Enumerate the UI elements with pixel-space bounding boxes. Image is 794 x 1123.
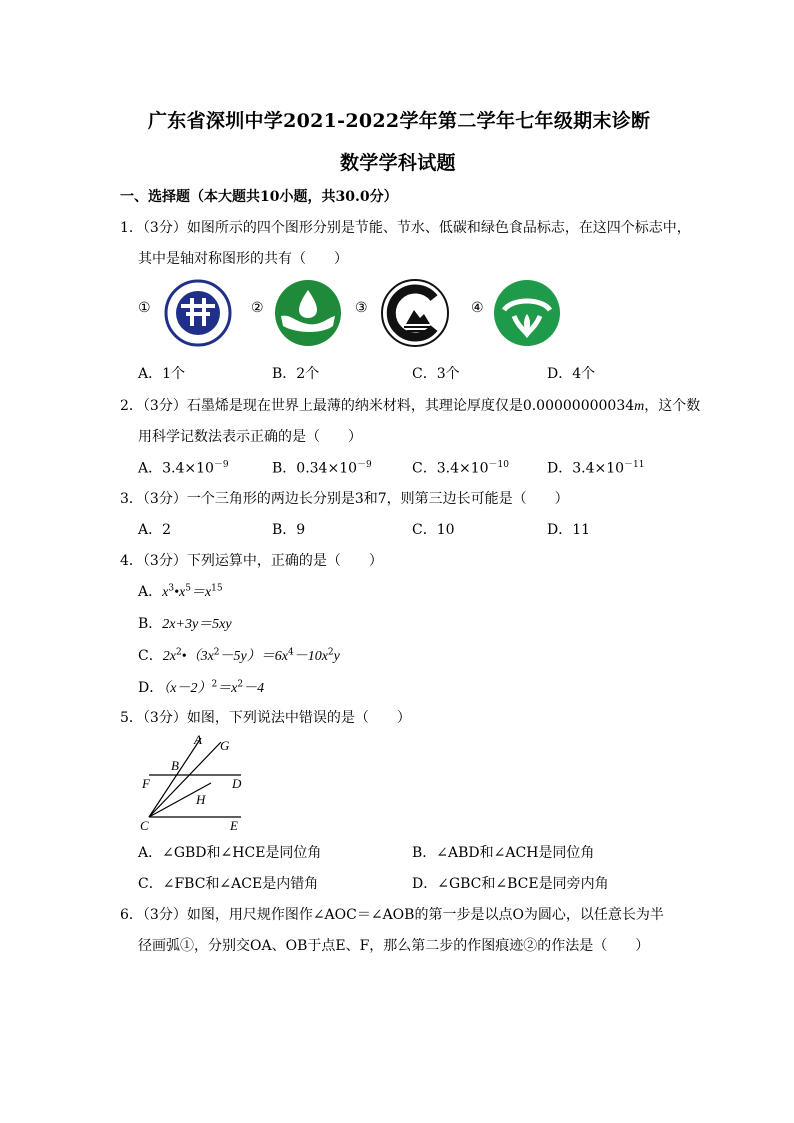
q5-option-c[interactable]: C．∠FBC和∠ACE是内错角 — [138, 876, 319, 892]
label-h: H — [196, 792, 206, 807]
label-b: B — [171, 758, 179, 773]
angle-figure — [136, 730, 256, 840]
label-c: C — [140, 818, 149, 833]
q2-option-c[interactable]: C．$3.4\times 10^{-10}$ — [412, 460, 509, 477]
logo-label-3: ③ — [355, 300, 368, 316]
line-ca — [149, 738, 201, 817]
label-g: G — [220, 738, 230, 753]
q5-option-d[interactable]: D．∠GBC和∠BCE是同旁内角 — [412, 876, 609, 892]
question-1-text: 1．（3分）如图所示的四个图形分别是节能、节水、低碳和绿色食品标志，在这四个标志中， — [120, 220, 691, 236]
label-d: D — [232, 776, 242, 791]
question-6-text-2: 径画弧①，分别交OA、OB于点E、F，那么第二步的作图痕迹②的作法是（ ） — [138, 938, 650, 954]
q1-option-b[interactable]: B．2个 — [272, 366, 320, 382]
section-heading: 一、选择题（本大题共10小题，共30.0分） — [120, 189, 398, 205]
page-subtitle: 数学学科试题 — [340, 152, 456, 174]
q5-option-b[interactable]: B．∠ABD和∠ACH是同位角 — [412, 845, 595, 861]
q4-option-b[interactable]: B．2x+3y＝5xy — [138, 616, 232, 632]
label-a: A — [194, 732, 202, 747]
q2-option-d[interactable]: D．$3.4\times 10^{-11}$ — [547, 460, 645, 477]
logo-label-2: ② — [251, 300, 264, 316]
label-e: E — [230, 818, 238, 833]
q2-option-a[interactable]: A．$3.4\times 10^{-9}$ — [138, 460, 229, 477]
q4-option-d[interactable]: D．$(x-2)^2=x^2-4$ — [138, 679, 265, 696]
question-5-text: 5．（3分）如图，下列说法中错误的是（ ） — [120, 710, 411, 726]
label-f: F — [142, 776, 150, 791]
q3-option-a[interactable]: A．2 — [138, 522, 172, 538]
question-2-text-2: 用科学记数法表示正确的是（ ） — [138, 429, 362, 445]
q5-option-a[interactable]: A．∠GBD和∠HCE是同位角 — [138, 845, 322, 861]
q2-option-b[interactable]: B．$0.34\times 10^{-9}$ — [272, 460, 372, 477]
question-4-text: 4．（3分）下列运算中，正确的是（ ） — [120, 553, 383, 569]
q4-option-c[interactable]: C．$2x^2•(3x^2-5y)=6x^4-10x^2y$ — [138, 647, 340, 664]
q1-option-d[interactable]: D．4个 — [547, 366, 596, 382]
q4-option-a[interactable]: A．$x^3•x^5=x^{15}$ — [138, 583, 223, 600]
q3-option-c[interactable]: C．10 — [412, 522, 455, 538]
green-food-logo — [492, 278, 562, 348]
q1-option-c[interactable]: C．3个 — [412, 366, 460, 382]
q3-option-b[interactable]: B．9 — [272, 522, 306, 538]
question-1-text-2: 其中是轴对称图形的共有（ ） — [138, 251, 348, 267]
q1-option-a[interactable]: A．1个 — [138, 366, 186, 382]
water-saving-logo — [273, 278, 343, 348]
logo-label-4: ④ — [471, 300, 484, 316]
line-cg — [149, 742, 221, 817]
question-3-text: 3．（3分）一个三角形的两边长分别是3和7，则第三边长可能是（ ） — [120, 491, 569, 507]
energy-saving-logo — [163, 278, 233, 348]
q3-option-d[interactable]: D．11 — [547, 522, 591, 538]
logo-label-1: ① — [138, 300, 151, 316]
question-2-text: 2．（3分）石墨烯是现在世界上最薄的纳米材料，其理论厚度仅是0.00000000034m，这个数 — [120, 398, 701, 414]
question-6-text: 6．（3分）如图，用尺规作图作∠AOC＝∠AOB的第一步是以点O为圆心，以任意长为半 — [120, 907, 664, 923]
page-title: 广东省深圳中学2021-2022学年第二学年七年级期末诊断 — [148, 110, 651, 132]
low-carbon-logo — [380, 278, 450, 348]
